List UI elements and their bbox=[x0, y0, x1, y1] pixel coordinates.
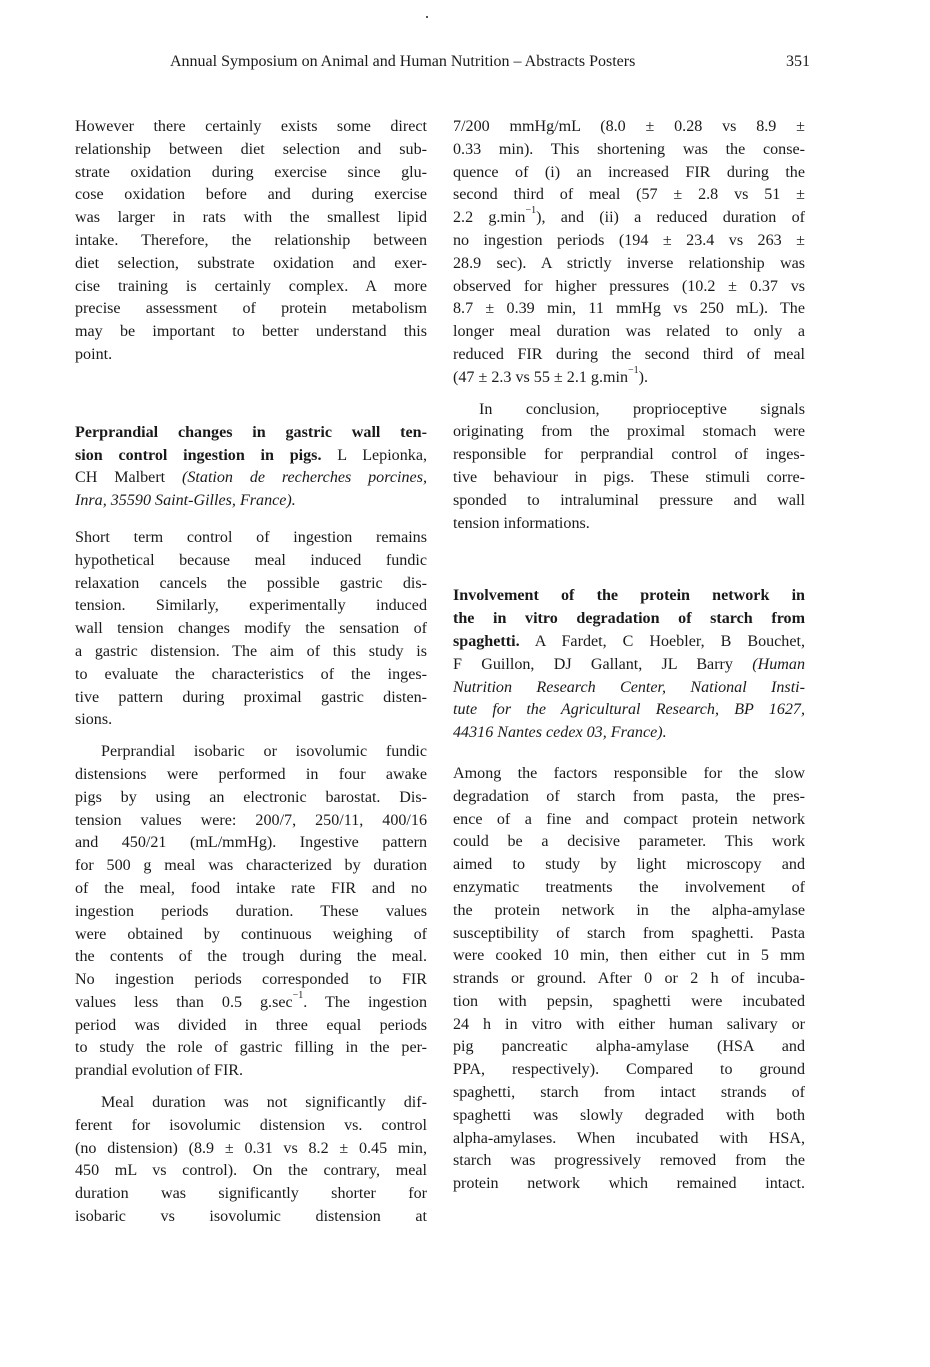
text-line: duration was significantly shorter for bbox=[75, 1185, 427, 1203]
text-line: may be important to better understand this bbox=[75, 323, 427, 341]
text-line: cise training is certainly complex. A more bbox=[75, 277, 427, 295]
text-line: reduced FIR during the second third of meal bbox=[453, 345, 805, 363]
text-line: diet selection, substrate oxidation and exer- bbox=[75, 254, 427, 272]
text-line: 2.2 $g.\min^{-1}$), and (ii) a reduced duration of bbox=[453, 205, 805, 227]
abstract-affiliation: 44316 Nantes cedex 03, France). bbox=[453, 724, 667, 742]
text-line: spaghetti was slowly degraded with both bbox=[453, 1106, 805, 1124]
text-line: strate oxidation during exercise since glu- bbox=[75, 163, 427, 181]
text-line: was larger in rats with the smallest lipid bbox=[75, 209, 427, 227]
text-line: the contents of the trough during the meal. bbox=[75, 948, 427, 966]
text-line: of the meal, food intake rate FIR and no bbox=[75, 879, 427, 897]
text-line: wall tension changes modify the sensation of bbox=[75, 620, 427, 638]
text-line: intake. Therefore, the relationship between bbox=[75, 231, 427, 249]
text-line: Short term control of ingestion remains bbox=[75, 528, 427, 546]
text-line: ingestion periods duration. These values bbox=[75, 902, 427, 920]
text-line: relaxation cancels the possible gastric dis- bbox=[75, 574, 427, 592]
text-line: prandial evolution of FIR. bbox=[75, 1062, 244, 1080]
text-line: distensions were performed in four awake bbox=[75, 765, 427, 783]
body-paragraph bbox=[453, 763, 805, 1196]
text-line: ferent for isovolumic distension vs. control bbox=[75, 1116, 427, 1134]
text-line: cose oxidation before and during exercise bbox=[75, 186, 427, 204]
text-line: strands or ground. After 0 or 2 h of incuba- bbox=[453, 970, 805, 988]
text-line: tion with pepsin, spaghetti were incubated bbox=[453, 992, 805, 1010]
right-column bbox=[453, 116, 805, 1196]
text-line: susceptibility of starch from spaghetti. Pasta bbox=[453, 924, 805, 942]
text-line: tive pattern during proximal gastric disten- bbox=[75, 688, 427, 706]
abstract-authors: CH Malbert bbox=[75, 469, 183, 487]
text-line: (no distension) (8.9 ± 0.31 vs 8.2 ± 0.45 min, bbox=[75, 1139, 427, 1157]
text-line: to study the role of gastric filling in the per- bbox=[75, 1039, 427, 1057]
text-line: starch was progressively removed from the bbox=[453, 1152, 805, 1170]
text-line: 7/200 mmHg/mL (8.0 ± 0.28 vs 8.9 ± bbox=[453, 118, 805, 135]
text-line: for 500 g meal was characterized by duration bbox=[75, 857, 427, 875]
text-line: However there certainly exists some direct bbox=[75, 118, 427, 135]
text-line: and 450/21 (mL/mmHg). Ingestive pattern bbox=[75, 834, 427, 852]
text-line: In conclusion, proprioceptive signals bbox=[479, 400, 805, 418]
abstract-title: the in vitro degradation of starch from bbox=[453, 610, 805, 628]
abstract-title: Perprandial changes in gastric wall ten- bbox=[75, 423, 427, 441]
abstract-affiliation: Nutrition Research Center, National Insti- bbox=[453, 678, 805, 696]
running-header: Annual Symposium on Animal and Human Nutrition – Abstracts Posters bbox=[170, 53, 636, 70]
text-line: observed for higher pressures (10.2 ± 0.37 vs bbox=[453, 277, 805, 295]
text-line: degradation of starch from pasta, the pres- bbox=[453, 787, 805, 805]
text-line: originating from the proximal stomach were bbox=[453, 423, 805, 441]
text-line: quence of (i) an increased FIR during the bbox=[453, 163, 805, 181]
text-line: could be a decisive parameter. This work bbox=[453, 833, 805, 851]
text-line: protein network which remained intact. bbox=[453, 1175, 805, 1193]
abstract-title: spaghetti. bbox=[453, 632, 520, 650]
text-line: tive behaviour in pigs. These stimuli corre- bbox=[453, 468, 805, 486]
text-line: 28.9 sec). A strictly inverse relationship was bbox=[453, 254, 805, 272]
body-paragraph bbox=[453, 399, 805, 536]
text-line: relationship between diet selection and sub- bbox=[75, 140, 427, 158]
text-line: point. bbox=[75, 345, 113, 363]
text-line: 0.33 min). This shortening was the conse- bbox=[453, 140, 805, 158]
text-line: pigs by using an electronic barostat. Dis- bbox=[75, 788, 427, 806]
text-line: a gastric distension. The aim of this study is bbox=[75, 642, 427, 660]
body-paragraph bbox=[75, 741, 427, 1083]
abstract-affiliation: (Station de recherches porcines, bbox=[182, 469, 427, 487]
text-line: sponded to intraluminal pressure and wall bbox=[453, 491, 805, 509]
scan-speck bbox=[426, 16, 428, 18]
abstract-authors: F Guillon, DJ Gallant, JL Barry bbox=[453, 655, 753, 673]
text-line: pig pancreatic alpha-amylase (HSA and bbox=[453, 1038, 805, 1056]
text-line: Among the factors responsible for the slow bbox=[453, 764, 805, 782]
text-line: sions. bbox=[75, 711, 113, 729]
text-line: tension informations. bbox=[453, 514, 590, 532]
text-line: alpha-amylases. When incubated with HSA, bbox=[453, 1129, 805, 1147]
text-line: ence of a fine and compact protein network bbox=[453, 810, 805, 828]
abstract-affiliation: (Human bbox=[752, 655, 805, 673]
abstract-heading bbox=[453, 585, 805, 745]
text-line: the protein network in the alpha-amylase bbox=[453, 901, 805, 919]
abstract-affiliation: tute for the Agricultural Research, BP 1627, bbox=[453, 701, 805, 719]
text-line: spaghetti, starch from intact strands of bbox=[453, 1084, 805, 1102]
text-line: longer meal duration was related to only a bbox=[453, 323, 805, 341]
text-line: aimed to study by light microscopy and bbox=[453, 856, 805, 874]
text-line: period was divided in three equal periods bbox=[75, 1016, 427, 1034]
text-line: No ingestion periods corresponded to FIR bbox=[75, 971, 427, 989]
text-line: were obtained by continuous weighing of bbox=[75, 925, 427, 943]
page-number: 351 bbox=[786, 53, 810, 70]
text-line: hypothetical because meal induced fundic bbox=[75, 551, 427, 569]
text-line: 24 h in vitro with either human salivary or bbox=[453, 1015, 805, 1033]
text-line: no ingestion periods (194 ± 23.4 vs 263 ± bbox=[453, 231, 805, 249]
text-line: were cooked 10 min, then either cut in 5 mm bbox=[453, 947, 805, 965]
continuation-paragraph bbox=[75, 116, 427, 367]
text-line: (47 ± 2.3 vs 55 ± 2.1 $g.\min^{-1}$). bbox=[453, 364, 649, 386]
abstract-title: Involvement of the protein network in bbox=[453, 587, 805, 605]
text-line: precise assessment of protein metabolism bbox=[75, 300, 427, 318]
text-line: Meal duration was not significantly dif- bbox=[101, 1094, 427, 1112]
abstract-heading bbox=[75, 422, 427, 513]
text-line: Perprandial isobaric or isovolumic fundic bbox=[101, 743, 427, 761]
abstract-affiliation: Inra, 35590 Saint-Gilles, France). bbox=[75, 492, 296, 510]
text-line: second third of meal (57 ± 2.8 vs 51 ± bbox=[453, 186, 805, 204]
text-line: tension values were: 200/7, 250/11, 400/16 bbox=[75, 811, 427, 829]
text-line: tension. Similarly, experimentally induced bbox=[75, 597, 427, 615]
abstract-authors: A Fardet, C Hoebler, B Bouchet, bbox=[519, 632, 805, 650]
body-paragraph bbox=[75, 527, 427, 732]
left-column bbox=[75, 116, 427, 1229]
text-line: enzymatic treatments the involvement of bbox=[453, 878, 805, 896]
text-line: PPA, respectively). Compared to ground bbox=[453, 1061, 805, 1079]
text-line: to evaluate the characteristics of the inges- bbox=[75, 665, 427, 683]
text-line: values less than 0.5 $g.\sec^{-1}$. The ingestion bbox=[75, 989, 428, 1011]
text-line: 450 mL vs control). On the contrary, meal bbox=[75, 1162, 427, 1180]
abstract-title: sion control ingestion in pigs. bbox=[75, 446, 322, 464]
text-line: responsible for perprandial control of inges- bbox=[453, 446, 805, 464]
body-paragraph bbox=[75, 1092, 427, 1229]
body-paragraph bbox=[453, 116, 805, 390]
text-line: 8.7 ± 0.39 min, 11 mmHg vs 250 mL). The bbox=[453, 300, 805, 318]
abstract-authors: L Lepionka, bbox=[321, 446, 427, 464]
text-line: isobaric vs isovolumic distension at bbox=[75, 1208, 427, 1226]
